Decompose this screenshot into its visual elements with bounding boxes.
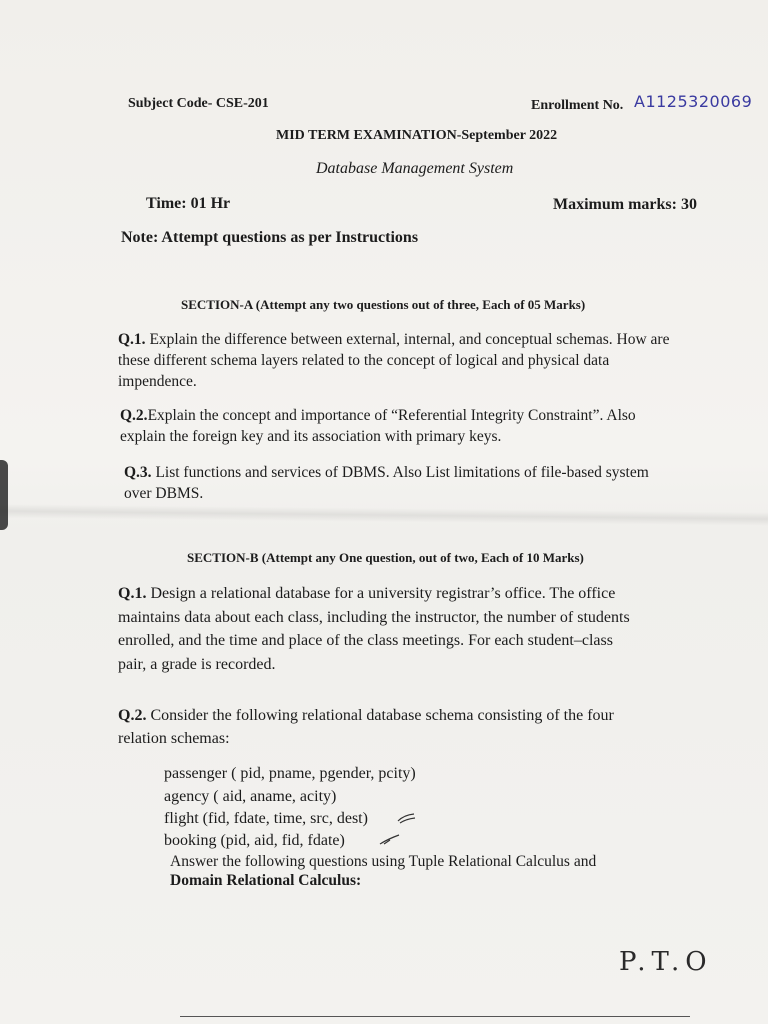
b-q2-label: Q.2. — [118, 707, 147, 724]
relation-agency: agency ( aid, aname, acity) — [164, 788, 337, 805]
q3-line: List functions and services of DBMS. Also List limitations of file-based system — [155, 464, 649, 481]
b-q1-line: Design a relational database for a university registrar’s office. The office — [150, 585, 616, 602]
section-a-q3 — [124, 462, 744, 504]
page-edge-shadow — [0, 460, 8, 530]
b-q1-line: maintains data about each class, including the instructor, the number of students — [118, 608, 630, 626]
exam-time: Time: 01 Hr — [146, 195, 231, 212]
b-q2-intro-line: Consider the following relational database schema consisting of the four — [150, 707, 614, 724]
pto-handwritten: P.T.O — [619, 947, 713, 977]
q1-label: Q.1. — [118, 331, 146, 348]
course-name: Database Management System — [316, 160, 514, 177]
pen-mark-icon — [396, 811, 418, 825]
max-marks: Maximum marks: 30 — [553, 196, 697, 213]
section-a-q1 — [118, 329, 738, 392]
section-b-q2-intro — [118, 704, 748, 750]
section-a-title: SECTION-A (Attempt any two questions out of three, Each of 05 Marks) — [181, 297, 586, 312]
q2-line: Explain the concept and importance of “Referential Integrity Constraint”. Also — [147, 407, 636, 424]
b-q2-instruction-line: Answer the following questions using Tuple Relational Calculus and — [170, 853, 597, 870]
q1-line: Explain the difference between external, internal, and conceptual schemas. How are — [149, 331, 670, 348]
q3-line: over DBMS. — [124, 485, 204, 502]
b-q1-label: Q.1. — [118, 585, 147, 602]
relation-booking: booking (pid, aid, fid, fdate) — [164, 832, 345, 849]
section-b-title: SECTION-B (Attempt any One question, out of two, Each of 10 Marks) — [187, 550, 584, 565]
page-bottom-line — [180, 1016, 690, 1017]
enrollment-handwritten: A1125320069 — [634, 92, 753, 111]
q1-line: these different schema layers related to the concept of logical and physical data — [118, 352, 610, 369]
section-b-q2-instruction — [170, 852, 768, 890]
b-q2-intro-line: relation schemas: — [118, 730, 230, 747]
q2-label: Q.2. — [120, 407, 148, 424]
section-b-q1 — [118, 582, 748, 676]
exam-note: Note: Attempt questions as per Instructions — [121, 229, 419, 246]
section-a-q2 — [120, 405, 740, 447]
exam-title: MID TERM EXAMINATION-September 2022 — [276, 128, 558, 143]
b-q1-line: enrolled, and the time and place of the class meetings. For each student–class — [118, 632, 613, 649]
q2-line: explain the foreign key and its association with primary keys. — [120, 428, 502, 445]
relation-flight: flight (fid, fdate, time, src, dest) — [164, 810, 368, 827]
relation-passenger: passenger ( pid, pname, pgender, pcity) — [164, 765, 416, 782]
pen-mark-icon — [378, 833, 402, 847]
b-q2-instruction-line: Domain Relational Calculus: — [170, 872, 362, 889]
q3-label: Q.3. — [124, 464, 152, 481]
q1-line: impendence. — [118, 373, 197, 390]
b-q1-line: pair, a grade is recorded. — [118, 655, 276, 673]
enrollment-label: Enrollment No. — [531, 98, 624, 113]
subject-code: Subject Code- CSE-201 — [128, 96, 269, 111]
